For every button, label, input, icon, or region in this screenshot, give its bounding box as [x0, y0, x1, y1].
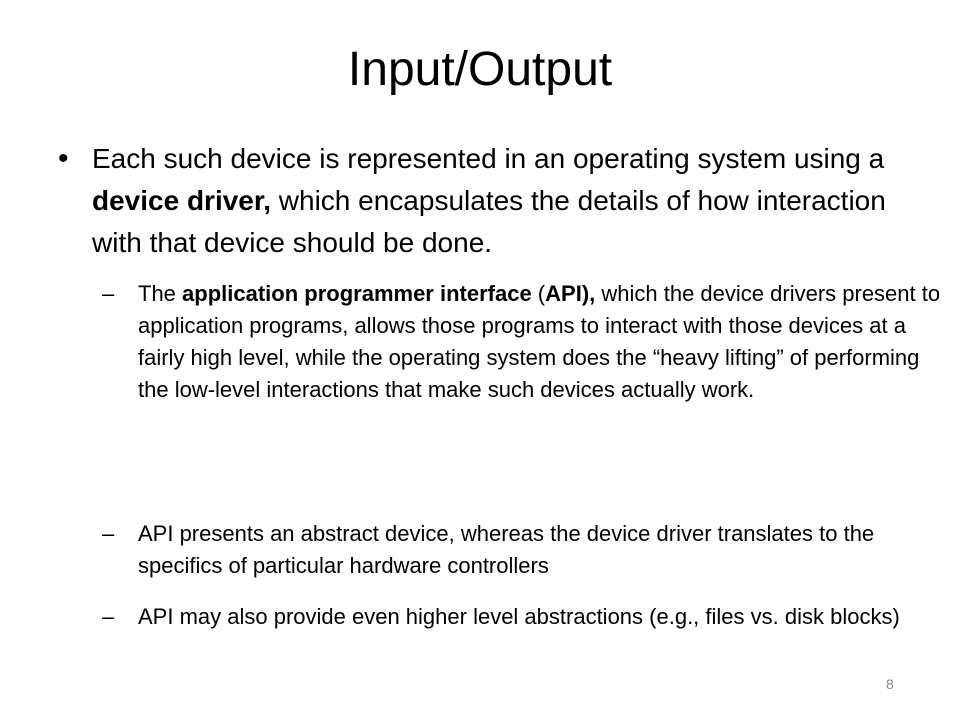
bullet-marker: •: [58, 142, 69, 175]
page-number: 8: [886, 676, 894, 692]
main-bullet-text-part2: which encapsulates the details of how interaction with that device should be done.: [92, 185, 886, 258]
sub-bullet-api-text: [138, 278, 942, 406]
sub-bullet-marker: –: [102, 521, 115, 546]
sub-bullet-api-part3: which the device drivers present to application programs, allows those programs to interact with those devices at a fairly high level, while the operating system does the “heavy lifting” of performing the low-level interactions that make such devices actually work.: [138, 281, 941, 402]
sub-bullet-abstract-device: [102, 518, 942, 582]
sub-bullet-abstract-device-text: API presents an abstract device, whereas the device driver translates to the specifics of particular hardware controllers: [138, 521, 875, 578]
sub-bullet-marker: –: [102, 281, 115, 306]
sub-bullet-api-bold-term: application programmer interface: [182, 281, 532, 306]
sub-bullet-marker: –: [102, 604, 115, 629]
main-bullet-text: [92, 138, 938, 264]
sub-bullet-api-part1: The: [138, 281, 183, 306]
sub-bullet-api-bold-acronym: API),: [545, 281, 596, 306]
main-bullet: [58, 138, 938, 264]
sub-bullet-api-part2: (: [531, 281, 546, 306]
sub-bullet-higher-abstractions: [102, 601, 942, 633]
main-bullet-bold-term: device driver,: [92, 185, 272, 216]
slide-title: Input/Output: [347, 43, 613, 96]
main-bullet-text-part1: Each such device is represented in an operating system using a: [92, 143, 885, 174]
sub-bullet-higher-abstractions-text: API may also provide even higher level abstractions (e.g., files vs. disk blocks): [138, 604, 900, 629]
sub-bullet-api: [102, 278, 942, 406]
